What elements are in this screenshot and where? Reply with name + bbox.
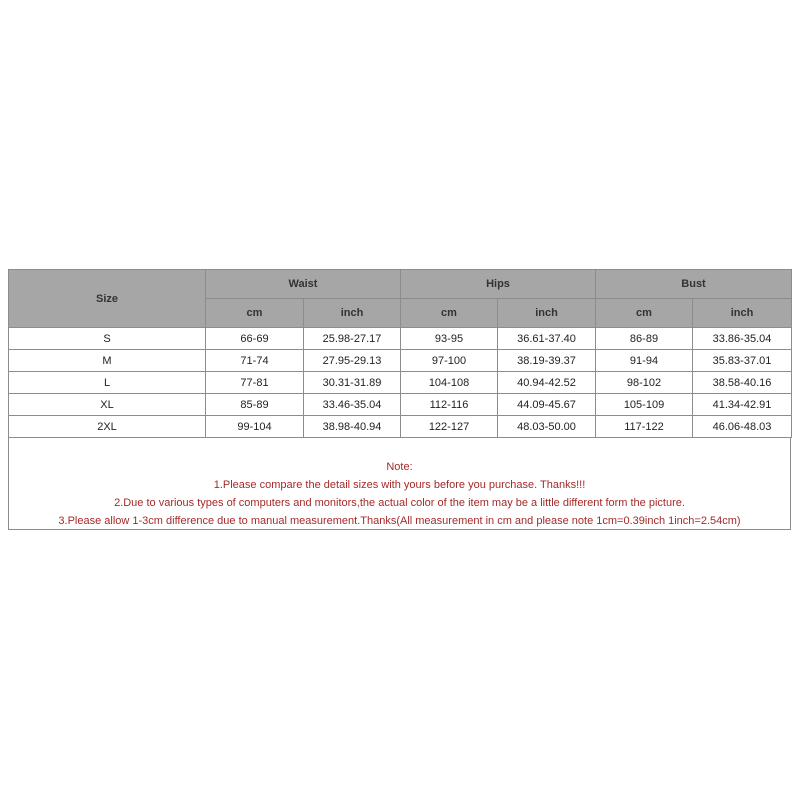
note-box bbox=[8, 438, 791, 530]
unit-header: cm bbox=[401, 299, 498, 328]
note-line: 2.Due to various types of computers and monitors,the actual color of the item may be a little different form the picture. bbox=[114, 497, 685, 509]
size-cell: M bbox=[9, 350, 206, 372]
measurement-cell: 38.98-40.94 bbox=[304, 416, 401, 438]
measurement-cell: 40.94-42.52 bbox=[498, 372, 596, 394]
measurement-cell: 33.86-35.04 bbox=[693, 328, 792, 350]
measurement-cell: 66-69 bbox=[206, 328, 304, 350]
measurement-cell: 77-81 bbox=[206, 372, 304, 394]
table-row bbox=[9, 350, 792, 372]
unit-header: cm bbox=[206, 299, 304, 328]
measurement-cell: 105-109 bbox=[596, 394, 693, 416]
size-table bbox=[8, 269, 792, 438]
measurement-cell: 98-102 bbox=[596, 372, 693, 394]
measurement-cell: 85-89 bbox=[206, 394, 304, 416]
table-row bbox=[9, 416, 792, 438]
measurement-cell: 35.83-37.01 bbox=[693, 350, 792, 372]
note-line: 1.Please compare the detail sizes with yours before you purchase. Thanks!!! bbox=[213, 479, 586, 491]
measurement-cell: 27.95-29.13 bbox=[304, 350, 401, 372]
table-row bbox=[9, 394, 792, 416]
measurement-cell: 46.06-48.03 bbox=[693, 416, 792, 438]
measurement-cell: 33.46-35.04 bbox=[304, 394, 401, 416]
unit-header: inch bbox=[498, 299, 596, 328]
table-row bbox=[9, 372, 792, 394]
measurement-cell: 36.61-37.40 bbox=[498, 328, 596, 350]
measurement-cell: 38.58-40.16 bbox=[693, 372, 792, 394]
group-header-hips: Hips bbox=[401, 270, 596, 299]
measurement-cell: 93-95 bbox=[401, 328, 498, 350]
size-chart bbox=[8, 269, 791, 530]
measurement-cell: 41.34-42.91 bbox=[693, 394, 792, 416]
unit-header: cm bbox=[596, 299, 693, 328]
measurement-cell: 122-127 bbox=[401, 416, 498, 438]
size-cell: XL bbox=[9, 394, 206, 416]
measurement-cell: 99-104 bbox=[206, 416, 304, 438]
table-header bbox=[9, 270, 792, 328]
measurement-cell: 104-108 bbox=[401, 372, 498, 394]
measurement-cell: 97-100 bbox=[401, 350, 498, 372]
measurement-cell: 48.03-50.00 bbox=[498, 416, 596, 438]
measurement-cell: 91-94 bbox=[596, 350, 693, 372]
size-cell: L bbox=[9, 372, 206, 394]
measurement-cell: 25.98-27.17 bbox=[304, 328, 401, 350]
note-title: Note: bbox=[386, 461, 413, 473]
table-body bbox=[9, 328, 792, 438]
measurement-cell: 44.09-45.67 bbox=[498, 394, 596, 416]
size-cell: 2XL bbox=[9, 416, 206, 438]
unit-header: inch bbox=[304, 299, 401, 328]
table-row bbox=[9, 328, 792, 350]
size-cell: S bbox=[9, 328, 206, 350]
size-header: Size bbox=[9, 270, 206, 328]
measurement-cell: 112-116 bbox=[401, 394, 498, 416]
measurement-cell: 86-89 bbox=[596, 328, 693, 350]
group-header-waist: Waist bbox=[206, 270, 401, 299]
measurement-cell: 38.19-39.37 bbox=[498, 350, 596, 372]
measurement-cell: 30.31-31.89 bbox=[304, 372, 401, 394]
group-header-bust: Bust bbox=[596, 270, 792, 299]
note-line: 3.Please allow 1-3cm difference due to manual measurement.Thanks(All measurement in cm and please note 1cm=0.39inch 1inch=2.54cm) bbox=[58, 515, 741, 527]
measurement-cell: 71-74 bbox=[206, 350, 304, 372]
unit-header: inch bbox=[693, 299, 792, 328]
measurement-cell: 117-122 bbox=[596, 416, 693, 438]
